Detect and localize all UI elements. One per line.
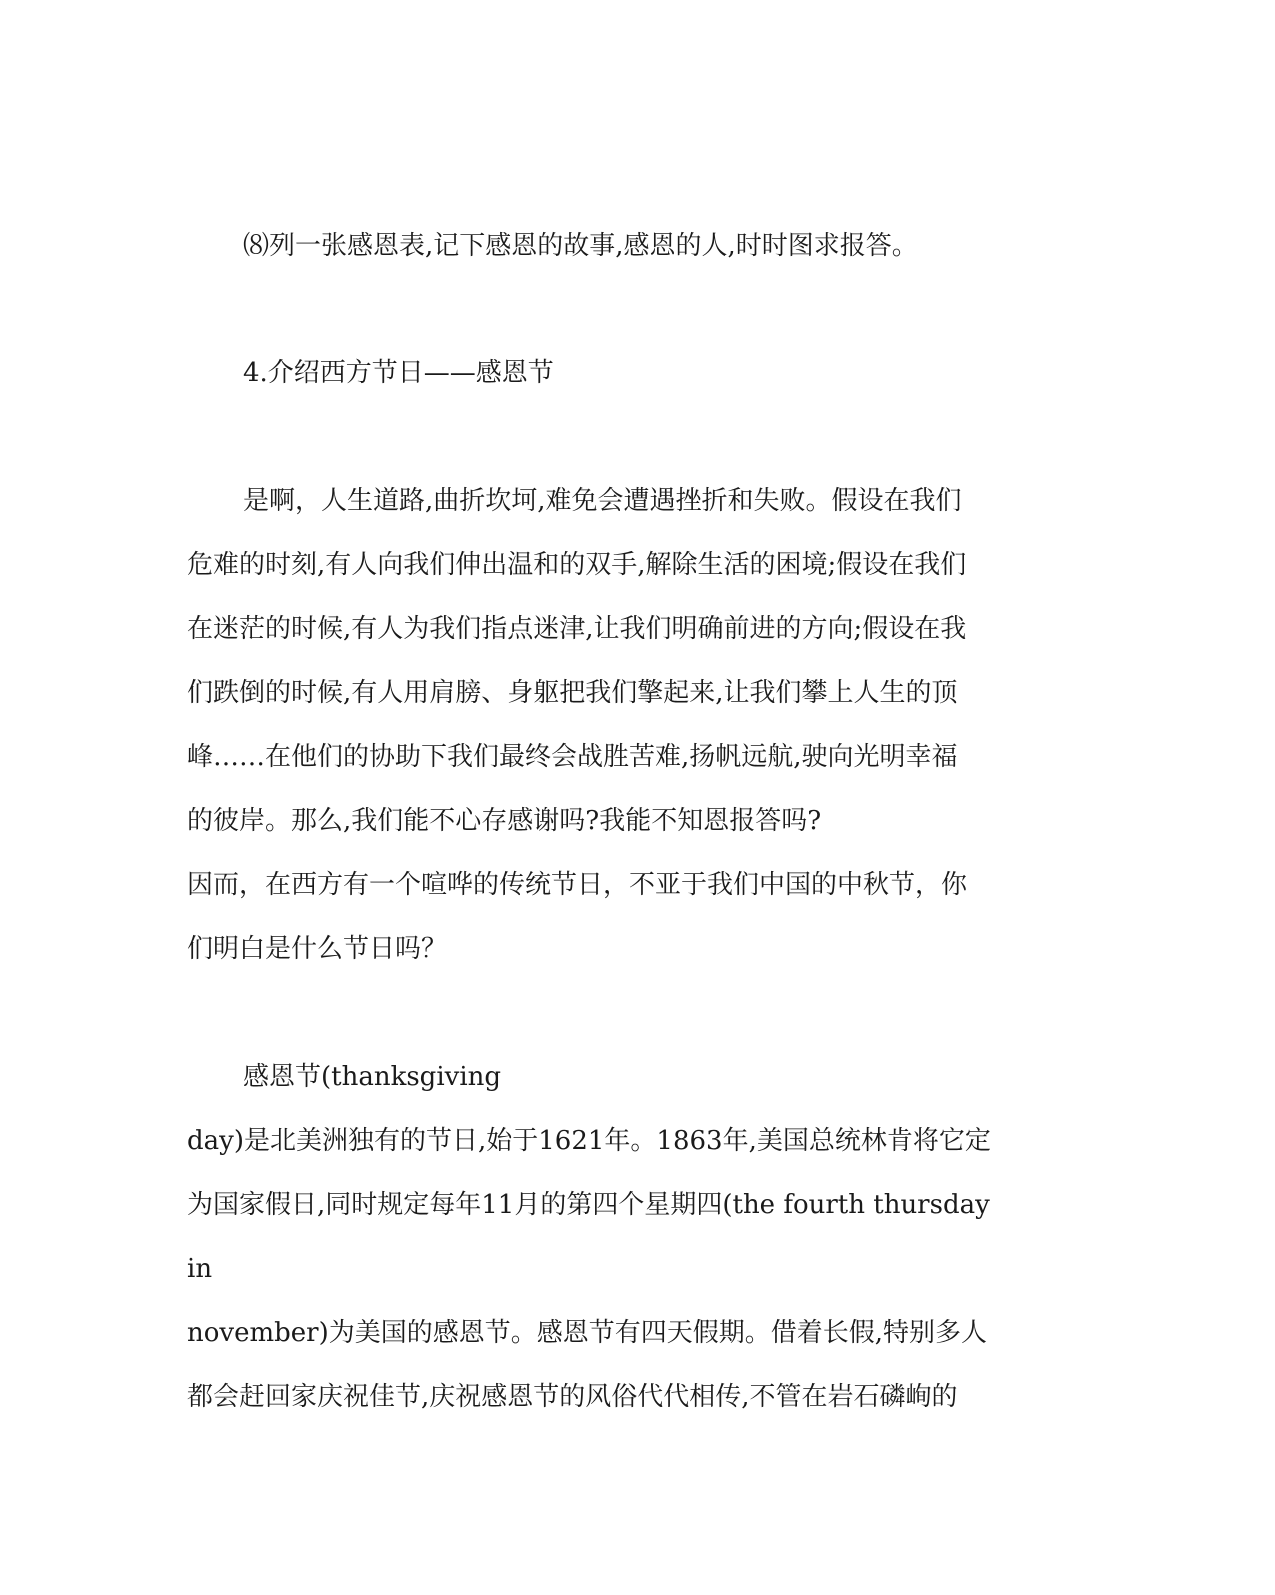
text-line: 峰……在他们的协助下我们最终会战胜苦难,扬帆远航,驶向光明幸福 [187,742,958,772]
text-line: in [187,1254,213,1284]
text-line: 危难的时刻,有人向我们伸出温和的双手,解除生活的困境;假设在我们 [187,550,967,580]
text-line: 因而，在西方有一个喧哗的传统节日，不亚于我们中国的中秋节，你 [187,870,968,900]
text-line: 们明白是什么节日吗？ [187,934,448,964]
text-line: ⑻列一张感恩表,记下感恩的故事,感恩的人,时时图求报答。 [243,231,918,261]
text-line: 感恩节(thanksgiving [243,1062,502,1092]
text-line: 都会赶回家庆祝佳节,庆祝感恩节的风俗代代相传,不管在岩石磷峋的 [187,1382,958,1412]
text-line: 为国家假日,同时规定每年11月的第四个星期四(the fourth thursday [187,1190,990,1220]
text-line: 们跌倒的时候,有人用肩膀、身躯把我们擎起来,让我们攀上人生的顶 [187,678,958,708]
text-line: 的彼岸。那么,我们能不心存感谢吗?我能不知恩报答吗? [187,806,822,836]
text-line: day)是北美洲独有的节日,始于1621年。1863年,美国总统林肯将它定 [187,1126,991,1156]
text-line: 是啊，人生道路,曲折坎坷,难免会遭遇挫折和失败。假设在我们 [243,486,962,516]
text-line: 在迷茫的时候,有人为我们指点迷津,让我们明确前进的方向;假设在我 [187,614,967,644]
text-line: november)为美国的感恩节。感恩节有四天假期。借着长假,特别多人 [187,1318,987,1348]
section-heading: 4.介绍西方节日——感恩节 [243,358,554,388]
